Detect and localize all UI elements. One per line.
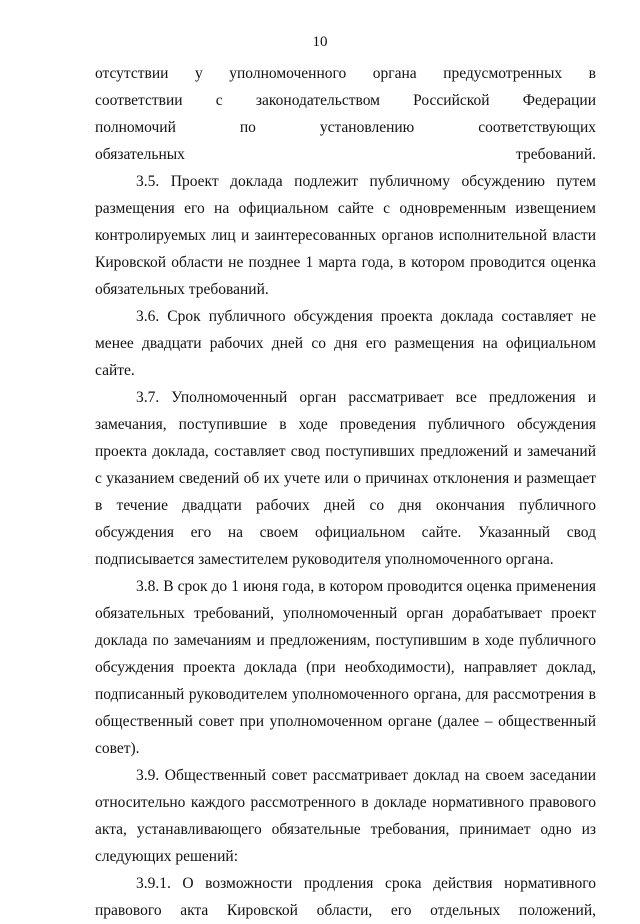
paragraph-3-9: 3.9. Общественный совет рассматривает доклад на своем заседании относительно каждого рассмотренного в докладе нормативного правового акта, устанавливающего обязательные требования, принимает одно из следующих решений: — [95, 767, 596, 865]
paragraph-3-6: 3.6. Срок публичного обсуждения проекта доклада составляет не менее двадцати рабочих дней со дня его размещения на официальном сайте. — [95, 308, 596, 379]
page-number: 10 — [312, 34, 328, 50]
paragraph-3-7: 3.7. Уполномоченный орган рассматривает все предложения и замечания, поступившие в ходе проведения публичного обсуждения проекта доклада, составляет свод поступивших предложений и замечаний с указанием сведений об их учете или о причинах отклонения и размещает в течение двадцати рабочих дней со дня окончания публичного обсуждения его на своем официальном сайте. Указанный свод подписывается заместителем руководителя уполномоченного органа. — [95, 389, 596, 568]
paragraph-3-8: 3.8. В срок до 1 июня года, в котором проводится оценка применения обязательных требований, уполномоченный орган дорабатывает проект доклада по замечаниям и предложениям, поступившим в ходе публичного обсуждения проекта доклада (при необходимости), направляет доклад, подписанный руководителем уполномоченного органа, для рассмотрения в общественный совет при уполномоченном органе (далее – общественный совет). — [95, 578, 596, 757]
paragraph-3-5: 3.5. Проект доклада подлежит публичному обсуждению путем размещения его на официальном сайте с одновременным извещением контролируемых лиц и заинтересованных органов исполнительной власти Кировской области не позднее 1 марта года, в котором проводится оценка обязательных требований. — [95, 173, 596, 298]
paragraph-continuation: отсутствии у уполномоченного органа предусмотренных в соответствии с законодательством Российской Федерации полномочий по установлению соответствующих обязательных требований. — [95, 65, 596, 163]
document-body — [95, 60, 596, 924]
paragraph-3-9-1: 3.9.1. О возможности продления срока действия нормативного правового акта Кировской области, его отдельных положений, — [95, 875, 596, 919]
